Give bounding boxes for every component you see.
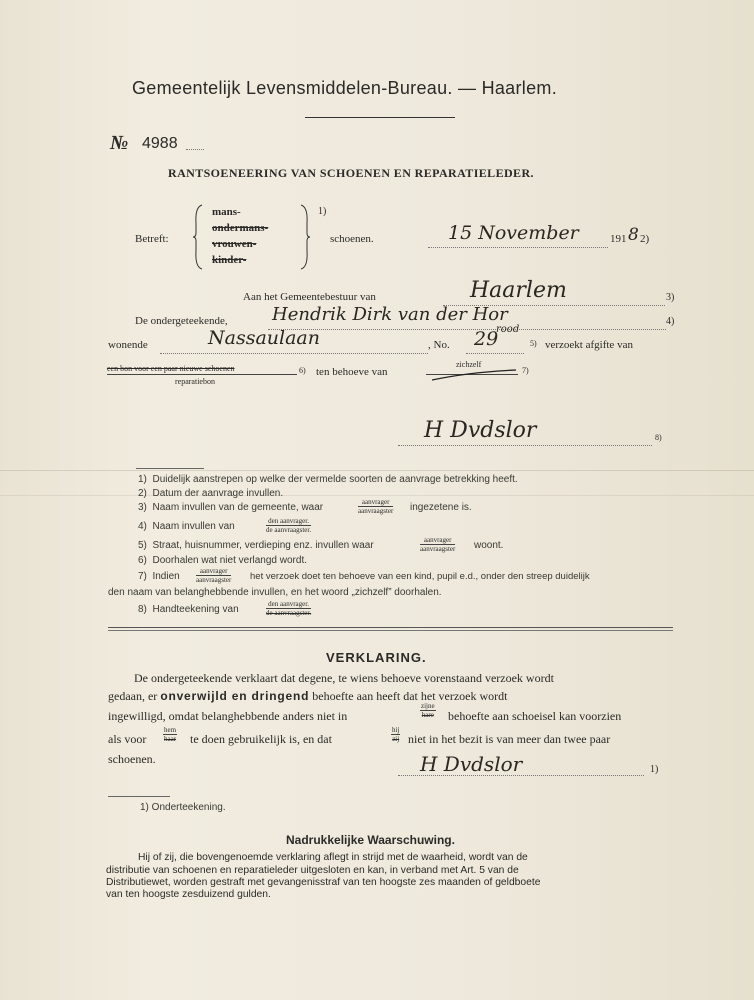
dotted-line [186, 148, 204, 150]
verklaring-fraction-zijne: zijne hare [421, 702, 435, 719]
verklaring-line4-start: als voor [108, 732, 147, 746]
verklaring-line5: schoenen. [108, 752, 156, 766]
footnote-5-fraction: aanvrager aanvraagster [420, 536, 456, 553]
footnote-8: 8) Handteekening van [138, 604, 239, 615]
warning-line3: Distributiewet, worden gestraft met gevangenisstraf van ten hoogste zes maanden of geldboete [106, 877, 541, 888]
ondergeteekende-label: De ondergeteekende, [135, 315, 228, 327]
dotted-line [466, 352, 524, 354]
warning-line4: van ten hoogste zesduizend gulden. [106, 889, 271, 900]
year-note: 2) [640, 233, 650, 245]
schoenen-label: schoenen. [330, 233, 374, 245]
form-subtitle: RANTSOENEERING VAN SCHOENEN EN REPARATIELEDER. [168, 166, 534, 180]
footnote-2: 2) Datum der aanvrage invullen. [138, 488, 284, 499]
verklaring-fraction-hem: hem haar [164, 726, 177, 743]
section-divider [108, 630, 673, 631]
footnote-7: 7) Indien [138, 571, 180, 582]
option-kinder: kinder- [212, 254, 247, 266]
housenumber-handwritten: 29 [474, 328, 499, 350]
footnote-5-end: woont. [474, 540, 504, 551]
bon-note: 6) [299, 366, 306, 375]
fold-line [0, 470, 754, 471]
verklaring-line4-mid: te doen gebruikelijk is, en dat [190, 732, 332, 746]
no-note: 5) [530, 339, 537, 348]
footnote-5: 5) Straat, huisnummer, verdieping enz. invullen waar [138, 540, 374, 551]
footnote-7-fraction: aanvrager aanvraagster [196, 567, 232, 584]
pen-stroke [430, 368, 520, 382]
document-number: 4988 [142, 135, 178, 152]
section-divider [108, 627, 673, 628]
verklaring-line2: gedaan, er onverwijld en dringend behoefte aan heeft dat het verzoek wordt [108, 689, 508, 703]
footnote-1: 1) Duidelijk aanstrepen op welke der vermelde soorten de aanvrage betrekking heeft. [138, 474, 518, 485]
aan-note: 3) [666, 292, 675, 303]
page-title: Gemeentelijk Levensmiddelen-Bureau. — Haarlem. [132, 78, 557, 98]
dotted-line [398, 444, 652, 446]
verklaring-line1: De ondergeteekende verklaart dat degene, te wiens behoeve vorenstaand verzoek wordt [134, 671, 554, 685]
behoeve-label: ten behoeve van [316, 366, 388, 378]
title-underline [305, 117, 455, 118]
footnote-4-fraction: den aanvrager. de aanvraagster. [266, 517, 312, 534]
gemeente-handwritten: Haarlem [470, 278, 567, 303]
signature-note: 8) [655, 433, 662, 442]
bon-option-reparatiebon: reparatiebon [175, 377, 215, 386]
verklaring-line3-start: ingewilligd, omdat belanghebbende anders niet in [108, 709, 348, 723]
footnote-3-end: ingezetene is. [410, 502, 472, 513]
number-prefix: № [110, 132, 129, 154]
no-label: , No. [428, 339, 450, 351]
name-handwritten: Hendrik Dirk van der Hor [272, 304, 508, 325]
footnote-rule [136, 468, 204, 469]
footnote-3-fraction: aanvrager aanvraagster [358, 498, 394, 515]
betreft-note: 1) [318, 206, 327, 217]
housenumber-suffix: rood [496, 324, 520, 335]
footnote-4: 4) Naam invullen van [138, 521, 235, 532]
verzoekt-label: verzoekt afgifte van [545, 339, 633, 351]
warning-heading: Nadrukkelijke Waarschuwing. [286, 833, 455, 847]
fold-line [0, 495, 754, 496]
warning-line2: distributie van schoenen en reparatieleder uitgesloten en kan, in verband met Art. 5 van de [106, 865, 519, 876]
option-vrouwen: vrouwen- [212, 238, 257, 250]
declaration-signature-note: 1) [650, 764, 659, 775]
year-prefix: 191 [610, 233, 627, 245]
declaration-footnote: 1) Onderteekening. [140, 802, 226, 813]
warning-line1: Hij of zij, die bovengenoemde verklaring aflegt in strijd met de waarheid, wordt van de [138, 852, 528, 863]
verklaring-fraction-hij: hij zij [392, 726, 400, 743]
footnote-rule [108, 796, 170, 797]
applicant-signature: H Dvdslor [424, 418, 537, 443]
bon-divider [107, 374, 297, 375]
street-handwritten: Nassaulaan [208, 327, 320, 349]
footnote-7-end: het verzoek doet ten behoeve van een kind, pupil e.d., onder den streep duidelijk [250, 571, 590, 582]
right-brace [299, 203, 311, 271]
footnote-8-fraction: den aanvrager. de aanvraagster. [266, 600, 312, 617]
verklaring-line4-end: niet in het bezit is van meer dan twee paar [408, 732, 611, 746]
option-mans: mans- [212, 206, 241, 218]
behoeve-note: 7) [522, 366, 529, 375]
left-brace [192, 203, 204, 271]
footnote-7-line2: den naam van belanghebbende invullen, en het woord „zichzelf” doorhalen. [108, 587, 442, 598]
footnote-6: 6) Doorhalen wat niet verlangd wordt. [138, 555, 307, 566]
dotted-line [268, 328, 666, 330]
bon-option-struck: een bon voor een paar nieuwe schoenen [107, 364, 235, 373]
declaration-signature: H Dvdslor [420, 752, 523, 776]
dotted-line [160, 352, 428, 354]
ondergeteekende-note: 4) [666, 316, 675, 327]
verklaring-line3-end: behoefte aan schoeisel kan voorzien [448, 709, 622, 723]
date-handwritten: 15 November [448, 222, 579, 244]
year-handwritten: 8 [628, 225, 639, 245]
wonende-label: wonende [108, 339, 148, 351]
dotted-line [428, 246, 608, 248]
option-ondermans: ondermans- [212, 222, 269, 234]
footnote-3: 3) Naam invullen van de gemeente, waar [138, 502, 324, 513]
aan-label: Aan het Gemeentebestuur van [243, 291, 376, 303]
verklaring-heading: VERKLARING. [326, 650, 427, 665]
behoeve-zichzelf: zichzelf [456, 360, 482, 369]
betreft-label: Betreft: [135, 233, 169, 245]
